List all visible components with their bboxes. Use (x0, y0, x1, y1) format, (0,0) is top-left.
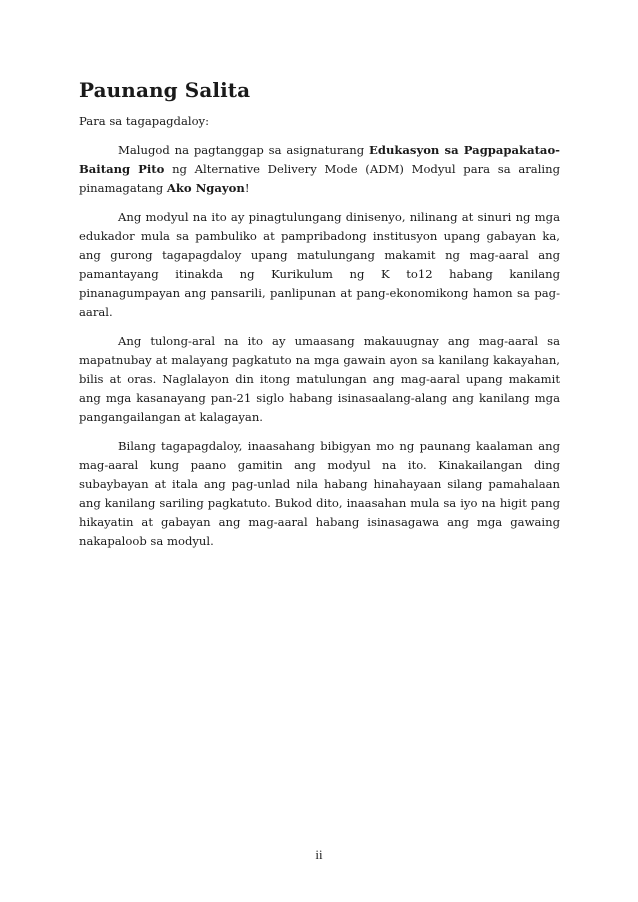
paragraph-welcome-text-a: Malugod na pagtanggap sa asignaturang (118, 143, 370, 157)
document-body (79, 78, 560, 561)
greeting-line: Para sa tagapagdaloy: (79, 114, 210, 128)
paragraph-learning-goals: Ang tulong-aral na ito ay umaasang makauugnay ang mag-aaral sa mapatnubay at malayang pagkatuto na mga gawain ayon sa kanilang kakayahan, bilis at oras. Naglalayon din itong matulungan ang mag-aaral upang makamit ang mga kasanayang pan-21 siglo habang isinasaalang-alang ang kanilang mga pangangailangan at kalagayan. (79, 334, 560, 424)
paragraph-welcome-text-e: ! (244, 181, 250, 195)
paragraph-facilitator-role: Bilang tagapagdaloy, inaasahang bibigyan mo ng paunang kaalaman ang mag-aaral kung paano gamitin ang modyul na ito. Kinakailangan ding subaybayan at itala ang pag-unlad nila habang hinahayaan silang pamahalaan ang kanilang sariling pagkatuto. Bukod dito, inaasahan mula sa iyo na higit pang hikayatin at gabayan ang mag-aaral habang isinasagawa ang mga gawaing nakapaloob sa modyul. (79, 439, 560, 548)
subject-name: Edukasyon sa Pagpapakatao-Baitang Pito (79, 143, 560, 176)
paragraph-module-design: Ang modyul na ito ay pinagtulungang dinisenyo, nilinang at sinuri ng mga edukador mula sa pambuliko at pampribadong institusyon upang gabayan ka, ang gurong tagapagdaloy upang matulungang makamit ng mag-aaral ang pamantayang itinakda ng Kurikulum ng K to12 habang kanilang pinanagumpayan ang pansarili, panlipunan at pang-ekonomikong hamon sa pag-aaral. (79, 210, 560, 319)
paragraph-welcome (79, 141, 560, 198)
page-title: Paunang Salita (79, 78, 251, 102)
page-number: ii (315, 847, 323, 862)
lesson-title: Ako Ngayon (166, 181, 245, 195)
paragraph-welcome-text-c: ng Alternative Delivery Mode (ADM) Modyul para sa araling pinamagatang (79, 162, 560, 195)
